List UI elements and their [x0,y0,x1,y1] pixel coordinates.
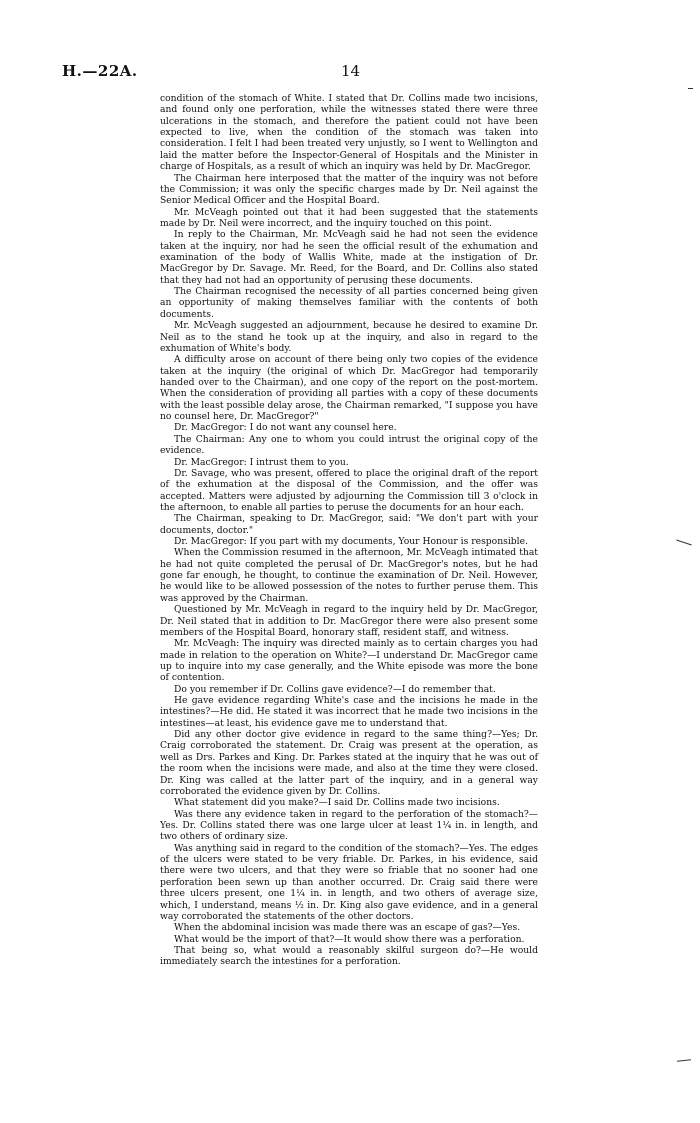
paragraph: The Chairman recognised the necessity of all parties concerned being given an opportunity of making themselves familiar with the contents of both documents. [160,286,538,320]
paragraph: The Chairman: Any one to whom you could intrust the original copy of the evidence. [160,433,538,457]
margin-mark [688,88,693,89]
paragraph: Was there any evidence taken in regard to the perforation of the stomach?—Yes. Dr. Collins stated there was one large ulcer at least 1¼ in. in length, and two others of ordinary size. [160,808,538,843]
paragraph: The Chairman here interposed that the matter of the inquiry was not before the Commission; it was only the specific charges made by Dr. Neil against the Senior Medical Officer and the Hospital Board. [160,172,538,207]
paragraph: Mr. McVeagh pointed out that it had been suggested that the statements made by Dr. Neil were incorrect, and the inquiry touched on this point. [160,206,538,229]
paragraph: When the abdominal incision was made there was an escape of gas?—Yes. [174,922,521,934]
margin-mark [676,540,692,546]
paragraph: In reply to the Chairman, Mr. McVeagh said he had not seen the evidence taken at the inquiry, nor had he seen the official result of the exhumation and examination of the body of Wallis White, made at the instigation of Dr. MacGregor by Dr. Savage. Mr. Reed, for the Board, and Dr. Collins also stated that they had not had an opportunity of perusing these documents. [160,229,538,286]
paragraph: Mr. McVeagh suggested an adjournment, because he desired to examine Dr. Neil as to the stand he took up at the inquiry, and also in regard to the exhumation of White's body. [160,320,538,354]
paragraph: Dr. MacGregor: I do not want any counsel here. [174,422,397,434]
paragraph: Dr. MacGregor: I intrust them to you. [174,456,349,468]
paragraph: When the Commission resumed in the afternoon, Mr. McVeagh intimated that he had not quite completed the perusal of Dr. MacGregor's notes, but he had gone far enough, he thought, to continue the examination of Dr. Neil. However, he would like to be allowed possession of the notes to further peruse them. This was approved by the Chairman. [160,547,538,604]
paragraph: Mr. McVeagh: The inquiry was directed mainly as to certain charges you had made in relation to the operation on White?—I understand Dr. MacGregor came up to inquire into my case generally, and the White episode was more the bone of contention. [160,638,538,684]
text-column [160,93,538,968]
paragraph: condition of the stomach of White. I stated that Dr. Collins made two incisions, and found only one perforation, while the witnesses stated there were three ulcerations in the stomach, and therefore the patient could not have been expected to live, when the condition of the stomach was taken into consideration. I felt I had been treated very unjustly, so I went to Wellington and laid the matter before the Inspector-General of Hospitals and the Minister in charge of Hospitals, as a result of which an inquiry was held by Dr. MacGregor. [160,93,538,173]
paragraph: Dr. Savage, who was present, offered to place the original draft of the report of the exhumation at the disposal of the Commission, and the offer was accepted. Matters were adjusted by adjourning the Commission till 3 o'clock in the afternoon, to enable all parties to peruse the documents for an hour each. [160,467,538,513]
paragraph: Do you remember if Dr. Collins gave evidence?—I do remember that. [174,683,496,695]
paragraph: What would be the import of that?—It would show there was a perforation. [174,933,525,945]
paragraph: He gave evidence regarding White's case and the incisions he made in the intestines?—He did. He stated it was incorrect that he made two incisions in the intestines—at least, his evidence gave me to understand that. [160,695,538,729]
paragraph: That being so, what would a reasonably skilful surgeon do?—He would immediately search the intestines for a perforation. [160,944,538,968]
paragraph: Did any other doctor give evidence in regard to the same thing?—Yes; Dr. Craig corroborated the statement. Dr. Craig was present at the operation, as well as Drs. Parkes and King. Dr. Parkes stated at the inquiry that he was out of the room when the incisions were made, and also at the time they were closed. Dr. King was called at the latter part of the inquiry, and in a general way corroborated the evidence given by Dr. Collins. [160,729,538,797]
page-number: 14 [341,62,361,80]
paragraph: The Chairman, speaking to Dr. MacGregor, said: "We don't part with your documents, doctor." [160,513,538,536]
paragraph: What statement did you make?—I said Dr. Collins made two incisions. [174,797,500,809]
paragraph: Dr. MacGregor: If you part with my documents, Your Honour is responsible. [174,536,528,548]
document-reference: H.—22A. [62,62,138,80]
paragraph: Was anything said in regard to the condition of the stomach?—Yes. The edges of the ulcers were stated to be very friable. Dr. Parkes, in his evidence, said there were two ulcers, and that they were so friable that no sooner had one perforation been sewn up than another occurred. Dr. Craig said there were three ulcers present, one 1¼ in. in length, and two others of average size, which, I understand, means ½ in. Dr. King also gave evidence, and in a general way corroborated the statements of the other doctors. [160,842,538,922]
paragraph: Questioned by Mr. McVeagh in regard to the inquiry held by Dr. MacGregor, Dr. Neil stated that in addition to Dr. MacGregor there were also present some members of the Hospital Board, honorary staff, resident staff, and witness. [160,604,538,638]
margin-mark [677,1059,691,1061]
paragraph: A difficulty arose on account of there being only two copies of the evidence taken at the inquiry (the original of which Dr. MacGregor had temporarily handed over to the Chairman), and one copy of the report on the post-mortem. When the consideration of providing all parties with a copy of these documents with the least possible delay arose, the Chairman remarked, "I suppose you have no counsel here, Dr. MacGregor?" [160,354,538,423]
